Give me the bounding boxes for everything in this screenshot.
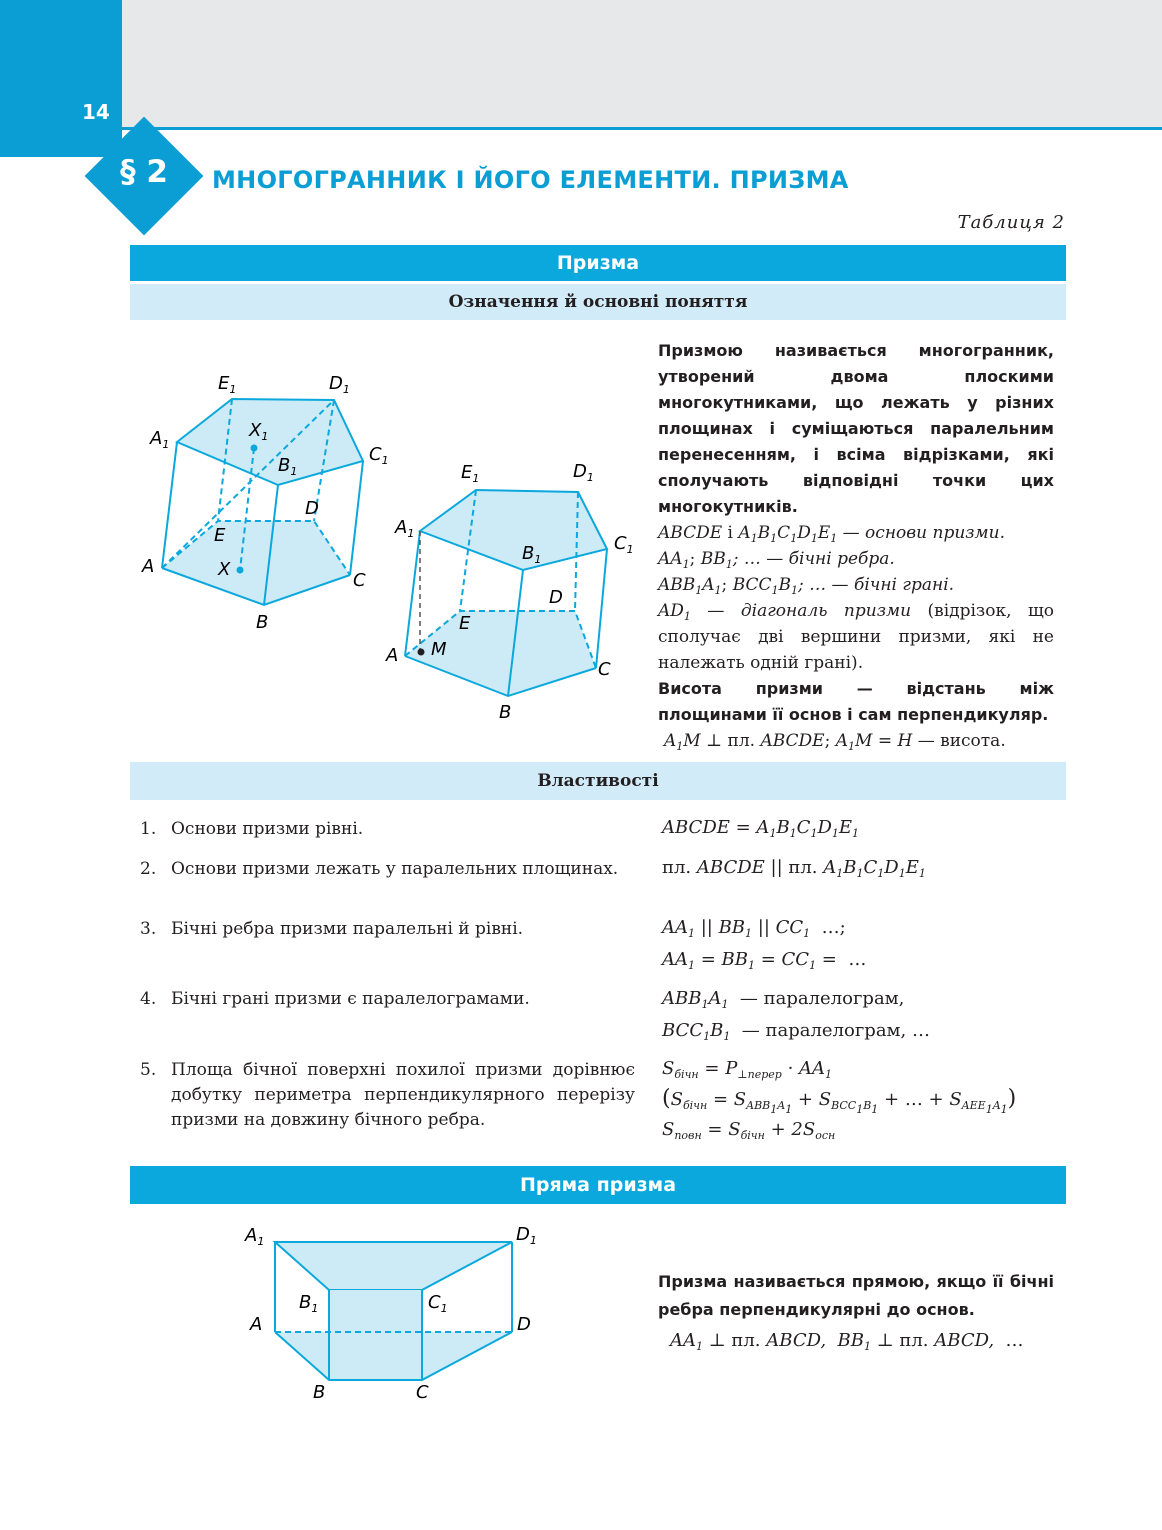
svg-text:D: D [549,587,563,608]
property-1-formula: ABCDE = $A_1B_1C_1D_1E_1$ [662,817,860,840]
subheader-definition: Означення й основні поняття [130,284,1066,320]
svg-text:A: A [142,556,155,577]
diagonal-line: $AD_1$ — діагональ призми (відрізок, що сполучає дві вершини призми, які не належать одній грані). [658,601,1054,673]
property-4-formula: $ABB_1A_1$ — паралелограм, $BCC_1B_1$ — паралелограм, … [662,988,930,1043]
svg-text:E1: $E_1$ [461,462,480,485]
svg-text:C1: $C_1$ [428,1292,448,1315]
chapter-title: МНОГОГРАННИК І ЙОГО ЕЛЕМЕНТИ. ПРИЗМА [212,166,849,194]
section-header-prism: Призма [130,245,1066,281]
property-3-formula: $AA_1$ || $BB_1$ || $CC_1$ …; $AA_1 = BB_1 = CC_1$ = … [662,917,867,972]
svg-text:A: A [250,1314,263,1335]
prism-definition: Призмою називається многогранник, утворений двома плоскими многокутниками, що лежать у різних площинах і суміщаються паралельним перенесенням, і всіма відрізками, які сполучають відповідні точки цих многокутників. [658,341,1054,516]
page-tab [0,0,122,157]
property-3: 3. Бічні ребра призми паралельні й рівні. [140,919,524,939]
svg-text:E: E [459,613,471,634]
table-label: Таблиця 2 [957,212,1065,233]
svg-text:A1: $A_1$ [150,428,170,451]
svg-text:D1: $D_1$ [573,461,594,484]
top-rule [122,127,1162,130]
svg-text:B: B [499,702,512,723]
svg-text:M: M [431,639,447,660]
definition-text [658,338,1054,754]
property-4: 4. Бічні грані призми є паралелограмами. [140,989,530,1009]
height-definition: Висота призми — відстань між площинами її основ і сам перпендикуляр. [658,679,1054,724]
svg-text:D1: $D_1$ [329,373,350,396]
section-header-right-prism: Пряма призма [130,1166,1066,1204]
svg-text:D: D [517,1314,531,1335]
svg-text:X: X [218,559,231,580]
svg-text:B1: $B_1$ [299,1292,319,1315]
property-1: 1. Основи призми рівні. [140,819,364,839]
property-2-formula: пл. ABCDE || пл. $A_1B_1C_1D_1E_1$ [662,857,926,880]
right-prism-definition: Призма називається прямою, якщо її бічні ребра перпендикулярні до основ. [658,1272,1054,1319]
svg-text:B1: $B_1$ [278,455,298,478]
svg-text:B: B [256,612,269,633]
svg-text:E: E [214,525,226,546]
subheader-properties: Властивості [130,762,1066,800]
faces-line: $ABB_1A_1$; $BCC_1B_1$; … — бічні грані. [658,575,955,597]
property-5: 5. Площа бічної поверхні похилої призми дорівнює добутку периметра перпендикулярного перерізу призми на довжину бічного ребра. [140,1060,635,1130]
svg-text:A1: $A_1$ [245,1225,265,1248]
svg-text:C: C [416,1382,429,1403]
svg-text:C: C [353,570,366,591]
property-5-formula: $S_{бічн} = P_{\perp перер} \cdot AA_1$ ($S_{бічн} = S_{ABB_1A_1} + S_{BCC_1B_1}$ + … + $S_{AEE_1A_1}$) $S_{повн} = S_{бічн} + 2S_{осн}$ [662,1058,1017,1142]
edges-line: $AA_1$; $BB_1$; … — бічні ребра. [658,549,895,571]
page-number: 14 [82,100,110,124]
figure-oblique-prism-1 [135,360,395,640]
svg-text:C: C [598,659,611,680]
svg-text:X1: $X_1$ [249,420,269,443]
chapter-marker: § 2 [120,154,168,190]
figure-oblique-prism-2 [385,455,645,725]
svg-text:D: D [305,498,319,519]
svg-text:A: A [386,645,399,666]
top-band [0,0,1162,128]
svg-text:B: B [313,1382,326,1403]
bases-line: ABCDE і $A_1B_1C_1D_1E_1$ — основи призми. [658,523,1005,545]
height-line: $A_1M$ ⊥ пл. ABCDE; $A_1M = H$ — висота. [664,731,1006,753]
svg-text:D1: $D_1$ [516,1224,537,1247]
svg-text:C1: $C_1$ [614,533,634,556]
svg-text:B1: $B_1$ [522,543,542,566]
svg-text:A1: $A_1$ [395,517,415,540]
svg-text:E1: $E_1$ [218,373,237,396]
right-prism-formula: $AA_1$ ⊥ пл. ABCD, $BB_1$ ⊥ пл. ABCD, … [670,1330,1024,1353]
svg-text:C1: $C_1$ [369,444,389,467]
figure-right-prism [240,1220,550,1405]
property-2: 2. Основи призми лежать у паралельних площинах. [140,859,619,879]
